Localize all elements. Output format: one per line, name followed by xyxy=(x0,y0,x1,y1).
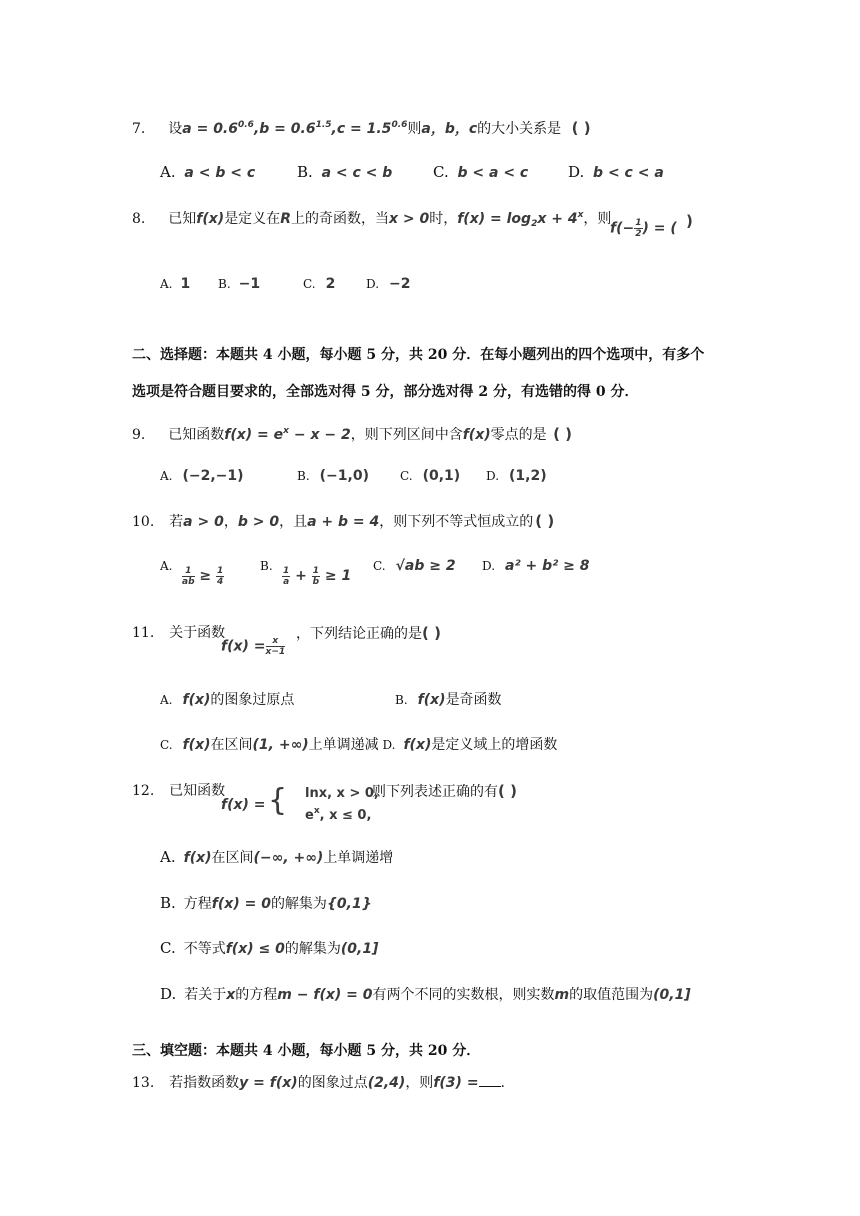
option-b: B. xyxy=(260,559,273,573)
option-b: B. a < c < b xyxy=(297,163,393,181)
answer-paren: ( ) xyxy=(422,624,441,642)
question-number: 13. xyxy=(132,1075,155,1091)
q11-option-a: A. f(x)的图象过原点 xyxy=(160,692,295,708)
question-number: 10. xyxy=(132,514,155,530)
q12-stem: 则下列表述正确的有( ) xyxy=(372,782,517,800)
question-7: 7. 设$a = 0.6^{0.6},b = 0.6^{1.5},c = 1.5^{0.6}$则a，b，c的大小关系是 ( ) xyxy=(132,119,591,137)
answer-paren: ( ) xyxy=(553,425,573,443)
option-b-expr: $\frac{1}{a}$ + $\frac{1}{b}$ ≥ 1 xyxy=(283,566,352,587)
q8-ask-close: ) xyxy=(686,212,693,230)
option-c: C. √ab ≥ 2 xyxy=(373,558,456,574)
question-10: 10. 若a > 0，b > 0，且a + b = 4，则下列不等式恒成立的 ( ) xyxy=(132,512,555,530)
q12-def: f(x) = xyxy=(221,797,266,813)
question-number: 9. xyxy=(132,427,146,443)
q12-option-a: A. f(x)在区间(−∞, +∞)上单调递增 xyxy=(160,848,394,866)
option-a: A. (−2,−1) xyxy=(160,468,244,484)
option-a-expr: $\frac{1}{ab}$ ≥ $\frac{1}{4}$ xyxy=(182,566,224,587)
q12-case-1: lnx, x > 0, xyxy=(305,786,379,801)
option-c: C. 2 xyxy=(303,276,336,292)
option-c: C. (0,1) xyxy=(400,468,461,484)
option-c: C. b < a < c xyxy=(433,163,529,181)
q11-option-b: B. f(x)是奇函数 xyxy=(395,692,502,708)
section-heading-cont: 选项是符合题目要求的，全部选对得 5 分，部分选对得 2 分，有选错的得 0 分． xyxy=(132,384,639,400)
section-heading: 二、选择题：本题共 4 小题，每小题 5 分，共 20 分．在每小题列出的四个选项中，有多个 xyxy=(132,347,705,363)
question-9: 9. 已知函数$f(x) = e^x - x - 2$，则下列区间中含f(x)零点的是 ( ) xyxy=(132,425,573,443)
question-8: 8. 已知f(x)是定义在R上的奇函数，当x > 0时，$f(x) = \log_2x + 4^x$，则 xyxy=(132,210,612,229)
option-d: D. b < c < a xyxy=(568,163,664,181)
option-b: B. −1 xyxy=(218,276,261,292)
question-number: 12. xyxy=(132,783,155,799)
option-a: A. a < b < c xyxy=(160,163,256,181)
answer-blank[interactable] xyxy=(479,1074,501,1087)
question-12: 12. 已知函数 xyxy=(132,783,226,799)
question-number: 7. xyxy=(132,121,146,137)
q12-option-b: B. 方程f(x) = 0的解集为{0,1} xyxy=(160,894,372,912)
section-heading: 三、填空题：本题共 4 小题，每小题 5 分，共 20 分． xyxy=(132,1043,481,1059)
option-a: A. xyxy=(160,559,173,573)
answer-paren: ( ) xyxy=(498,782,517,800)
question-number: 8. xyxy=(132,211,146,227)
option-a: A. 1 xyxy=(160,276,191,292)
q11-def: f(x) = $\frac{x}{x-1}$ xyxy=(221,636,286,657)
option-d: D. a² + b² ≥ 8 xyxy=(482,558,590,574)
question-number: 11. xyxy=(132,625,155,641)
q11-stem: ，下列结论正确的是( ) xyxy=(296,624,441,642)
answer-paren: ( ) xyxy=(571,119,591,137)
piecewise-brace: { xyxy=(268,783,288,818)
option-d: D. −2 xyxy=(366,276,411,292)
q8-ask: f(− $\frac{1}{2}$ ) = ( xyxy=(610,218,677,239)
option-d: D. (1,2) xyxy=(486,468,547,484)
question-13: 13. 若指数函数y = f(x)的图象过点(2,4)，则f(3) = . xyxy=(132,1075,505,1091)
math-expression: $a = 0.6^{0.6},b = 0.6^{1.5},c = 1.5^{0.6}$ xyxy=(182,120,408,137)
q12-case-2: $e^x$, x ≤ 0, xyxy=(305,806,372,823)
answer-paren: ( ) xyxy=(535,512,555,530)
q12-option-d: D. 若关于x的方程m − f(x) = 0有两个不同的实数根，则实数m的取值范围为(0,1] xyxy=(160,985,691,1003)
question-11: 11. 关于函数 xyxy=(132,625,226,641)
q12-option-c: C. 不等式f(x) ≤ 0的解集为(0,1] xyxy=(160,939,379,957)
option-b: B. (−1,0) xyxy=(297,468,369,484)
q11-option-c: C. f(x)在区间(1, +∞)上单调递减 D. f(x)是定义域上的增函数 xyxy=(160,737,558,753)
